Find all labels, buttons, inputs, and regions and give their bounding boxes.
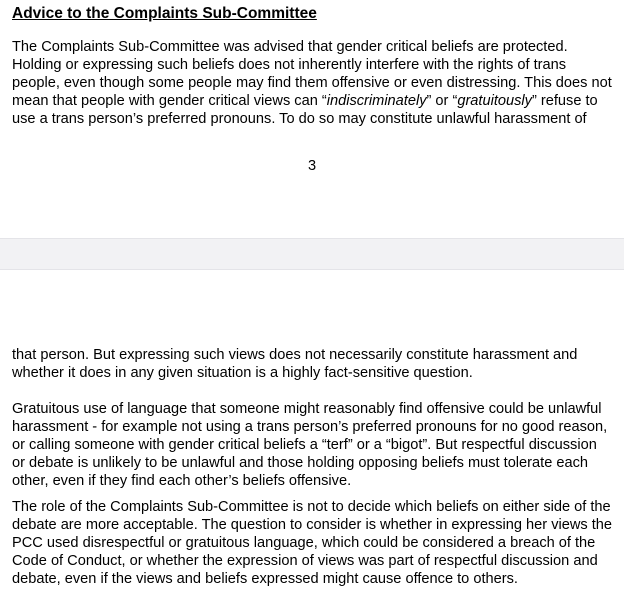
text-line: people, even though some people may find them offensive or even distressing. This does not [12,75,612,91]
text-line: The Complaints Sub-Committee was advised that gender critical beliefs are protected. [12,39,568,55]
text-line [12,92,620,110]
document-page-top [0,0,624,238]
text-line: The role of the Complaints Sub-Committee is not to decide which beliefs on either side of the [12,499,611,515]
text-line: use a trans person’s preferred pronouns. To do so may constitute unlawful harassment of [12,111,587,127]
text-line: or calling someone with gender critical beliefs a “terf” or a “bigot”. But respectful discussion [12,437,597,453]
text-line: that person. But expressing such views does not necessarily constitute harassment and [12,347,578,363]
text-line: harassment - for example not using a trans person’s preferred pronouns for no good reason, [12,419,608,435]
page-number: 3 [307,158,317,174]
italic-text: gratuitously [457,93,532,109]
text-line: whether it does in any given situation is a highly fact-sensitive question. [12,365,473,381]
text-line: Gratuitous use of language that someone might reasonably find offensive could be unlawful [12,401,602,417]
text-line: Holding or expressing such beliefs does not inherently interfere with the rights of trans [12,57,567,73]
paragraph-continuation [12,346,620,382]
text-line: other, even if they find each other’s beliefs offensive. [12,473,352,489]
section-heading: Advice to the Complaints Sub-Committee [12,5,317,22]
text-line: PCC used disrespectful or gratuitous language, which could be considered a breach of the [12,535,596,551]
paragraph-gratuitous-language [12,400,620,490]
paragraph-role [12,498,620,588]
text-line: Code of Conduct, or whether the expression of views was part of respectful discussion and [12,553,598,569]
text-line: or debate is unlikely to be unlawful and those holding opposing beliefs must tolerate each [12,455,589,471]
page-separator [0,238,624,270]
text-segment: ” refuse to [531,93,598,109]
text-line: debate are more acceptable. The question to consider is whether in expressing her views the [12,517,613,533]
text-line: debate, even if the views and beliefs expressed might cause offence to others. [12,571,518,587]
italic-text: indiscriminately [326,93,427,109]
document-page-bottom [0,270,624,600]
text-segment: ” or “ [426,93,458,109]
text-segment: mean that people with gender critical views can “ [12,93,327,109]
paragraph-advice [12,38,620,128]
